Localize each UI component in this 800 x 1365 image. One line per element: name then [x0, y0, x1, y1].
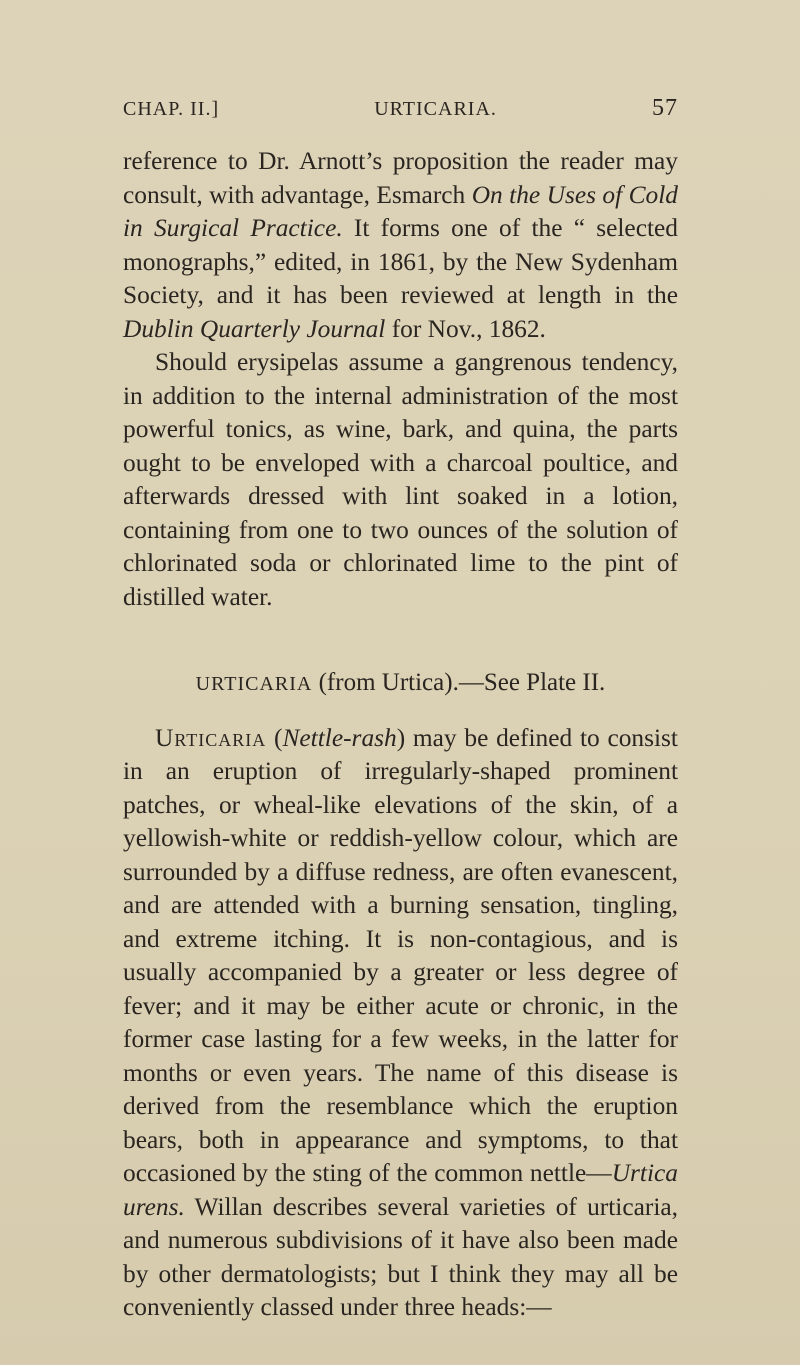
- italic-journal: Dublin Quarterly Journal: [123, 314, 386, 343]
- italic-title: On the Uses of Cold in Surgical Practice.: [123, 180, 678, 242]
- paragraph-reference: [123, 145, 678, 346]
- chapter-label: CHAP. II.]: [123, 98, 220, 120]
- paragraph-text: ) may be defined to consist in an eruption of irregularly-shaped prominent patches, or wheal-like elevations of the skin, of a yellowish-white or reddish-yellow colour, which are surrounded by a diffuse redness, are often evanescent, and are attended with a burning sensation, tingling, and extreme itching. It is non-contagious, and is usually accompanied by a greater or less degree of fever; and it may be either acute or chronic, in the former case lasting for a few weeks, in the latter for months or even years. The name of this disease is derived from the resemblance which the eruption bears, both in appearance and symptoms, to that occasioned by the sting of the common nettle—: [123, 723, 678, 1187]
- section-title: URTICARIA: [195, 673, 313, 695]
- paragraph-text: for Nov., 1862.: [385, 314, 546, 343]
- paragraph-text: (: [266, 723, 283, 752]
- section-heading: [123, 666, 678, 702]
- section-subtitle: (from Urtica).—See Plate II.: [312, 669, 606, 696]
- paragraph-urticaria: [123, 722, 678, 1325]
- paragraph-text: Willan describes several varieties of urticaria, and numerous subdivisions of it have also been made by other dermatologists; but I think they may all be conveniently classed under three heads:—: [123, 1192, 678, 1321]
- running-header: [123, 95, 678, 122]
- page-body: [123, 145, 678, 1325]
- italic-species: Urtica urens.: [123, 1159, 678, 1221]
- paragraph-text: It forms one of the “ selected monographs,” edited, in 1861, by the New Sydenham Society, and it has been reviewed at length in the: [123, 214, 678, 309]
- page-number: 57: [652, 95, 678, 121]
- running-title: URTICARIA.: [374, 98, 497, 120]
- paragraph-text: reference to Dr. Arnott’s proposition the reader may consult, with advantage, Esmarch: [123, 147, 678, 209]
- paragraph-erysipelas: Should erysipelas assume a gangrenous tendency, in addition to the internal administration of the most powerful tonics, as wine, bark, and quina, the parts ought to be enveloped with a charcoal poultice, and afterwards dressed with lint soaked in a lotion, containing from one to two ounces of the solution of chlorinated soda or chlorinated lime to the pint of distilled water.: [123, 348, 678, 611]
- lead-term: Urticaria: [155, 723, 267, 752]
- italic-term: Nettle-rash: [282, 723, 397, 752]
